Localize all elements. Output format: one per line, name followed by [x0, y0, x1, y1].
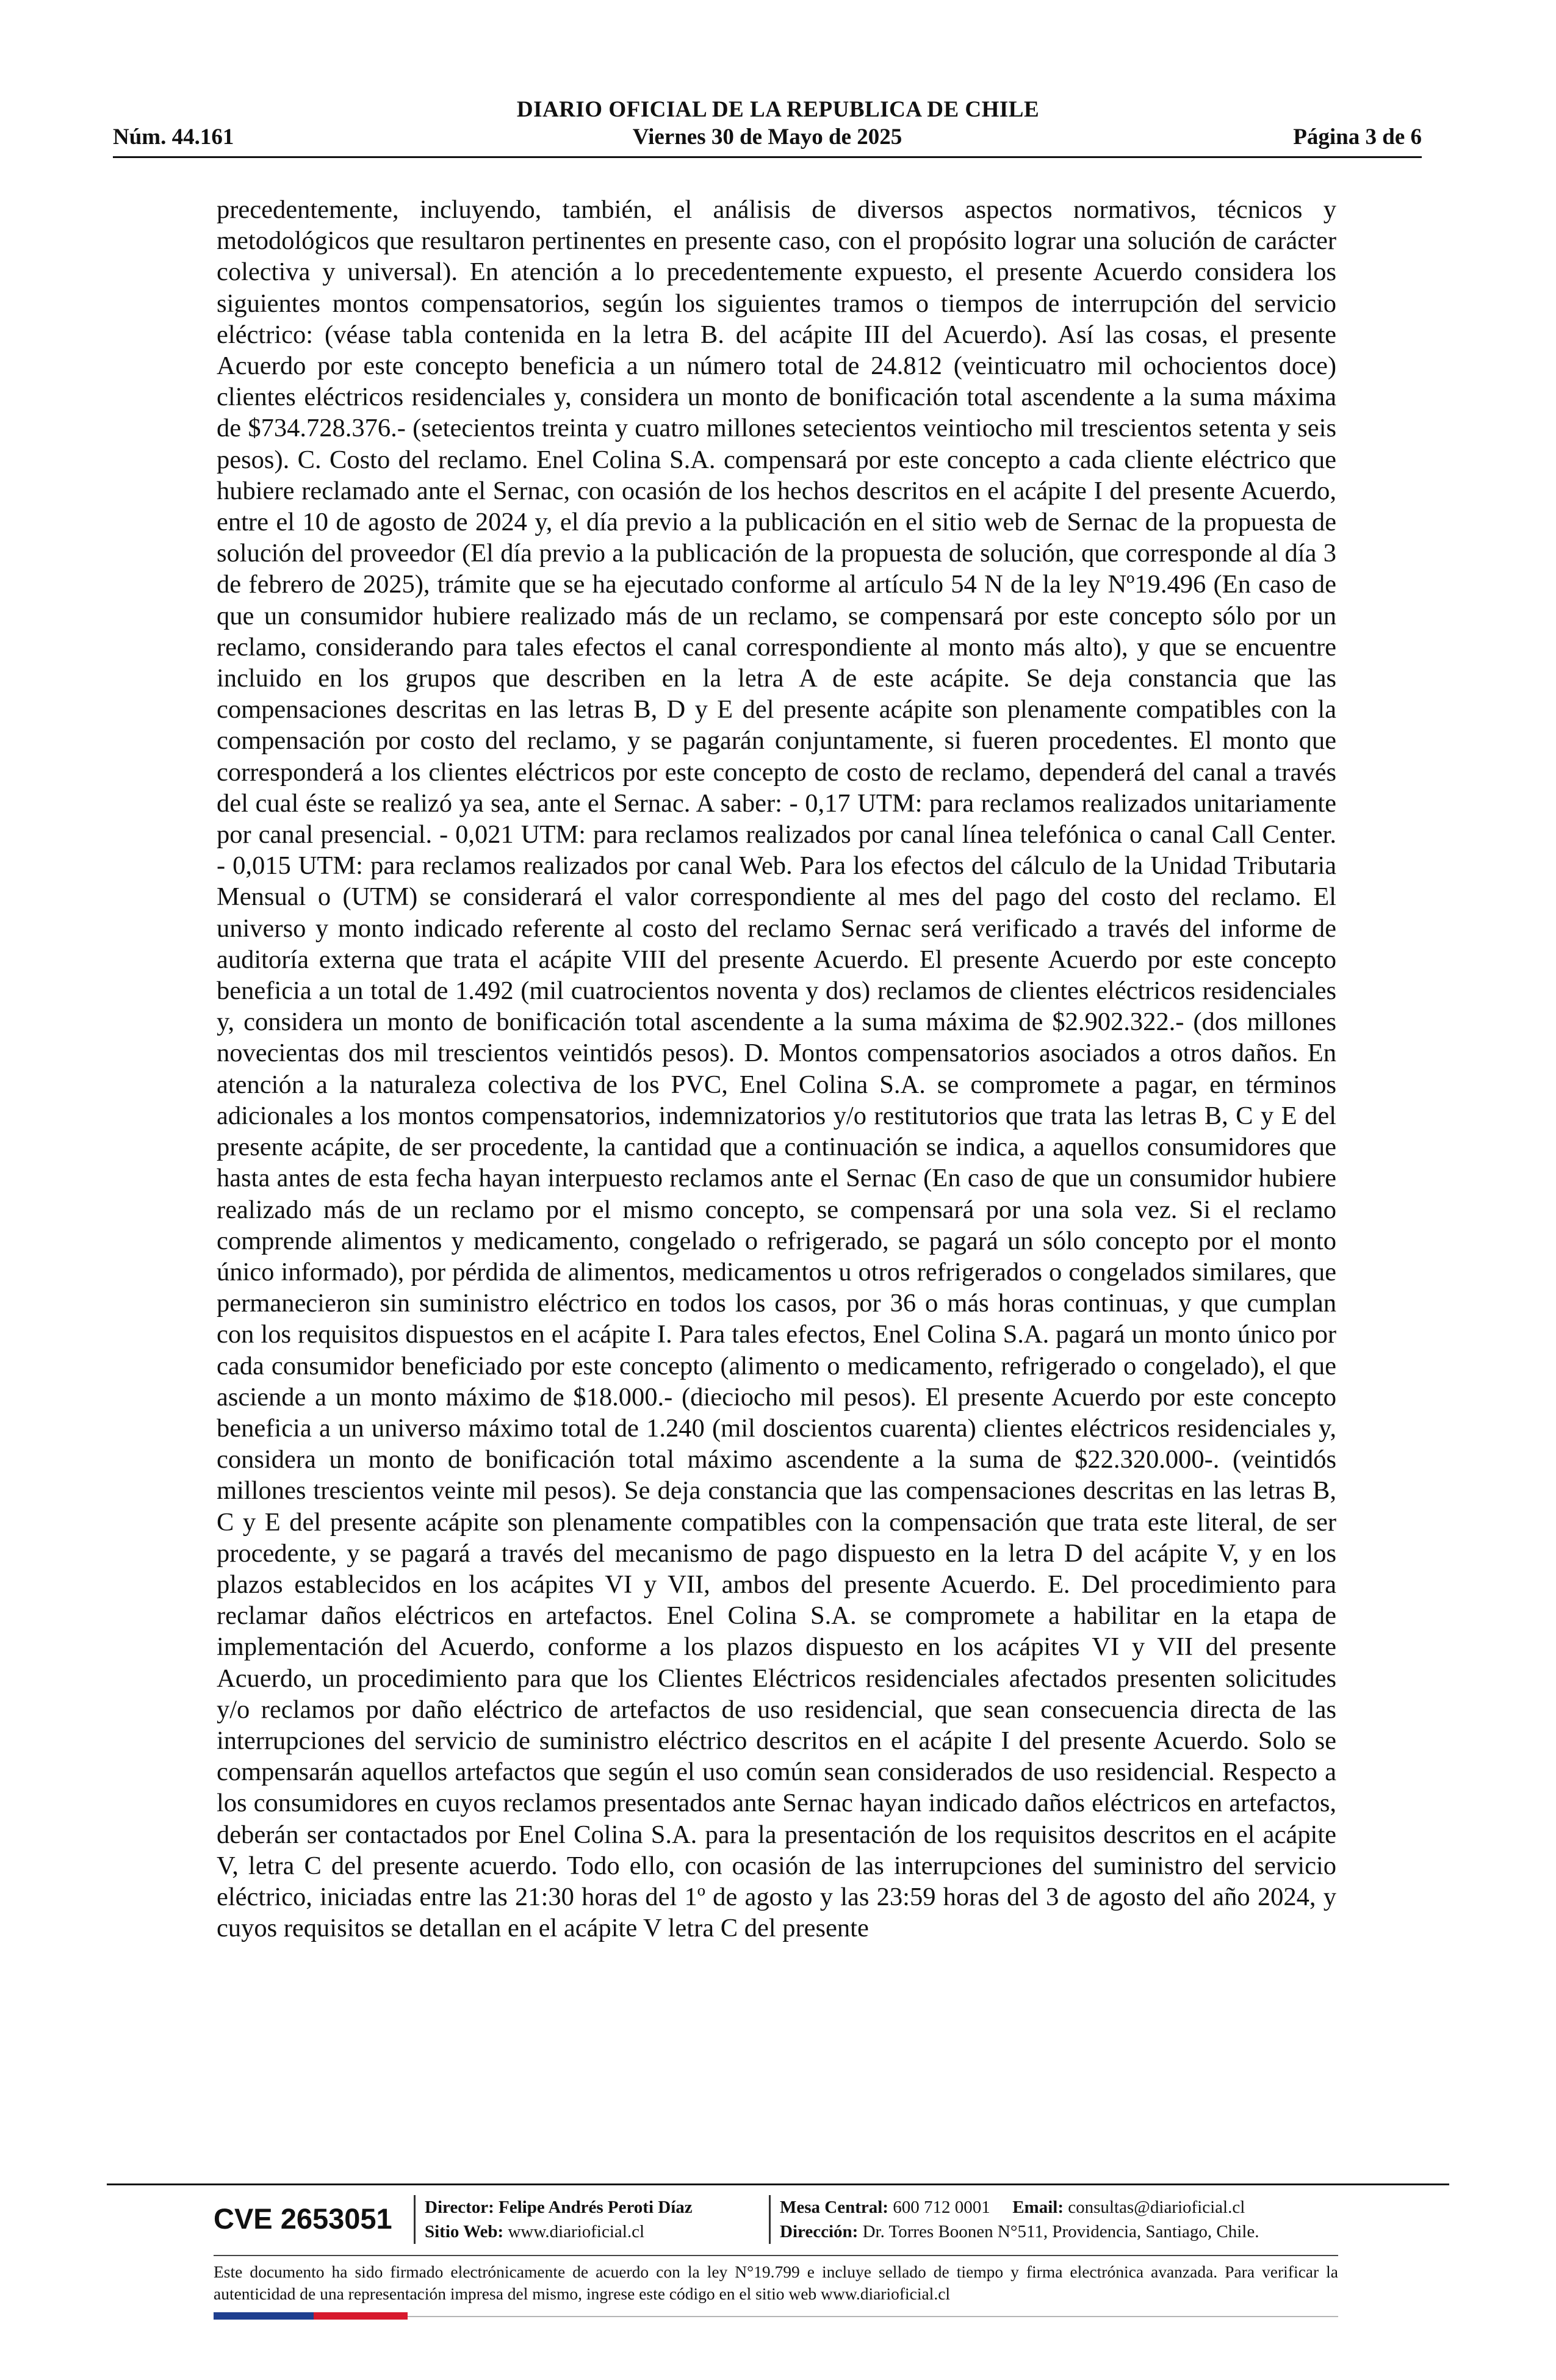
issue-number: Núm. 44.161	[113, 124, 234, 150]
phone-label: Mesa Central:	[780, 2198, 888, 2217]
director-line	[425, 2195, 693, 2220]
flag-red-segment	[314, 2312, 408, 2320]
website-label: Sitio Web:	[425, 2222, 504, 2241]
header-row	[113, 124, 1422, 152]
footer-separator	[414, 2195, 416, 2244]
footer-director-block	[425, 2195, 693, 2244]
body-paragraph: precedentemente, incluyendo, también, el análisis de diversos aspectos normativos, técnicos y metodológicos que resultaron pertinentes en presente caso, con el propósito lograr una solución de carácter colectiva y universal). En atención a lo precedentemente expuesto, el presente Acuerdo considera los siguientes montos compensatorios, según los siguientes tramos o tiempos de interrupción del servicio eléctrico: (véase tabla contenida en la letra B. del acápite III del Acuerdo). Así las cosas, el presente Acuerdo por este concepto beneficia a un número total de 24.812 (veinticuatro mil ochocientos doce) clientes eléctricos residenciales y, considera un monto de bonificación total ascendente a la suma máxima de $734.728.376.- (setecientos treinta y cuatro millones setecientos veintiocho mil trescientos setenta y seis pesos). C. Costo del reclamo. Enel Colina S.A. compensará por este concepto a cada cliente eléctrico que hubiere reclamado ante el Sernac, con ocasión de los hechos descritos en el acápite I del presente Acuerdo, entre el 10 de agosto de 2024 y, el día previo a la publicación en el sitio web de Sernac de la propuesta de solución del proveedor (El día previo a la publicación de la propuesta de solución, que corresponde al día 3 de febrero de 2025), trámite que se ha ejecutado conforme al artículo 54 N de la ley Nº19.496 (En caso de que un consumidor hubiere realizado más de un reclamo, se compensará por este concepto sólo por un reclamo, considerando para tales efectos el canal correspondiente al monto más alto), y que se encuentre incluido en los grupos que describen en la letra A de este acápite. Se deja constancia que las compensaciones descritas en las letras B, D y E del presente acápite son plenamente compatibles con la compensación por costo del reclamo, y se pagarán conjuntamente, si fueren procedentes. El monto que corresponderá a los clientes eléctricos por este concepto de costo de reclamo, dependerá del canal a través del cual éste se realizó ya sea, ante el Sernac. A saber: - 0,17 UTM: para reclamos realizados unitariamente por canal presencial. - 0,021 UTM: para reclamos realizados por canal línea telefónica o canal Call Center. - 0,015 UTM: para reclamos realizados por canal Web. Para los efectos del cálculo de la Unidad Tributaria Mensual o (UTM) se considerará el valor correspondiente al mes del pago del costo del reclamo. El universo y monto indicado referente al costo del reclamo Sernac será verificado a través del informe de auditoría externa que trata el acápite VIII del presente Acuerdo. El presente Acuerdo por este concepto beneficia a un total de 1.492 (mil cuatrocientos noventa y dos) reclamos de clientes eléctricos residenciales y, considera un monto de bonificación total ascendente a la suma máxima de $2.902.322.- (dos millones novecientas dos mil trescientos veintidós pesos). D. Montos compensatorios asociados a otros daños. En atención a la naturaleza colectiva de los PVC, Enel Colina S.A. se compromete a pagar, en términos adicionales a los montos compensatorios, indemnizatorios y/o restitutorios que trata las letras B, C y E del presente acápite, de ser procedente, la cantidad que a continuación se indica, a aquellos consumidores que hasta antes de esta fecha hayan interpuesto reclamos ante el Sernac (En caso de que un consumidor hubiere realizado más de un reclamo por el mismo concepto, se compensará por una sola vez. Si el reclamo comprende alimentos y medicamento, congelado o refrigerado, se pagará un sólo concepto por el monto único informado), por pérdida de alimentos, medicamentos u otros refrigerados o congelados similares, que permanecieron sin suministro eléctrico en todos los casos, por 36 o más horas continuas, y que cumplan con los requisitos dispuestos en el acápite I. Para tales efectos, Enel Colina S.A. pagará un monto único por cada consumidor beneficiado por este concepto (alimento o medicamento, refrigerado o congelado), el que asciende a un monto máximo de $18.000.- (dieciocho mil pesos). El presente Acuerdo por este concepto beneficia a un universo máximo total de 1.240 (mil doscientos cuarenta) clientes eléctricos residenciales y, considera un monto de bonificación total máximo ascendente a la suma de $22.320.000-. (veintidós millones trescientos veinte mil pesos). Se deja constancia que las compensaciones descritas en las letras B, C y E del presente acápite son plenamente compatibles con la compensación que trata este literal, de ser procedente, y se pagará a través del mecanismo de pago dispuesto en la letra D del acápite V, y en los plazos establecidos en los acápites VI y VII, ambos del presente Acuerdo. E. Del procedimiento para reclamar daños eléctricos en artefactos. Enel Colina S.A. se compromete a habilitar en la etapa de implementación del Acuerdo, conforme a los plazos dispuesto en los acápites VI y VII del presente Acuerdo, un procedimiento para que los Clientes Eléctricos residenciales afectados presenten solicitudes y/o reclamos por daño eléctrico de artefactos de uso residencial, que sean consecuencia directa de las interrupciones del servicio de suministro eléctrico descritos en el acápite I del presente Acuerdo. Solo se compensarán aquellos artefactos que según el uso común sean considerados de uso residencial. Respecto a los consumidores en cuyos reclamos presentados ante Sernac hayan indicado daños eléctricos en artefactos, deberán ser contactados por Enel Colina S.A. para la presentación de los requisitos descritos en el acápite V, letra C del presente acuerdo. Todo ello, con ocasión de las interrupciones del suministro del servicio eléctrico, iniciadas entre las 21:30 horas del 1º de agosto y las 23:59 horas del 3 de agosto del año 2024, y cuyos requisitos se detallan en el acápite V letra C del presente	[217, 195, 1336, 1943]
signature-disclaimer: Este documento ha sido firmado electrónicamente de acuerdo con la ley N°19.799 e incluye sellado de tiempo y firma electrónica avanzada. Para verificar la autenticidad de una representación impresa del mismo, ingrese este código en el sitio web www.diarioficial.cl	[214, 2262, 1338, 2303]
chile-flag-stripe	[214, 2312, 408, 2320]
page-number: Página 3 de 6	[1293, 124, 1422, 150]
issue-date: Viernes 30 de Mayo de 2025	[632, 124, 902, 150]
address-line	[780, 2220, 1259, 2244]
footer-divider-bottom	[408, 2316, 1338, 2317]
footer-contact-block	[780, 2195, 1259, 2244]
email-label: Email:	[1012, 2198, 1064, 2217]
flag-blue-segment	[214, 2312, 314, 2320]
cve-code: CVE 2653051	[214, 2202, 392, 2235]
publication-title: DIARIO OFICIAL DE LA REPUBLICA DE CHILE	[516, 97, 1040, 122]
phone-number: 600 712 0001	[893, 2198, 990, 2217]
address-text: Dr. Torres Boonen N°511, Providencia, Santiago, Chile.	[862, 2222, 1259, 2241]
address-label: Dirección:	[780, 2222, 859, 2241]
footer-divider-top	[107, 2183, 1449, 2185]
footer-divider-middle	[214, 2255, 1338, 2256]
director-label: Director:	[425, 2198, 494, 2217]
footer-separator	[769, 2195, 771, 2244]
contact-line	[780, 2195, 1259, 2220]
website-link[interactable]: www.diarioficial.cl	[508, 2222, 645, 2241]
director-name: Felipe Andrés Peroti Díaz	[499, 2198, 693, 2217]
email-link[interactable]: consultas@diarioficial.cl	[1068, 2198, 1245, 2217]
header-divider	[113, 156, 1422, 158]
website-line	[425, 2220, 693, 2244]
